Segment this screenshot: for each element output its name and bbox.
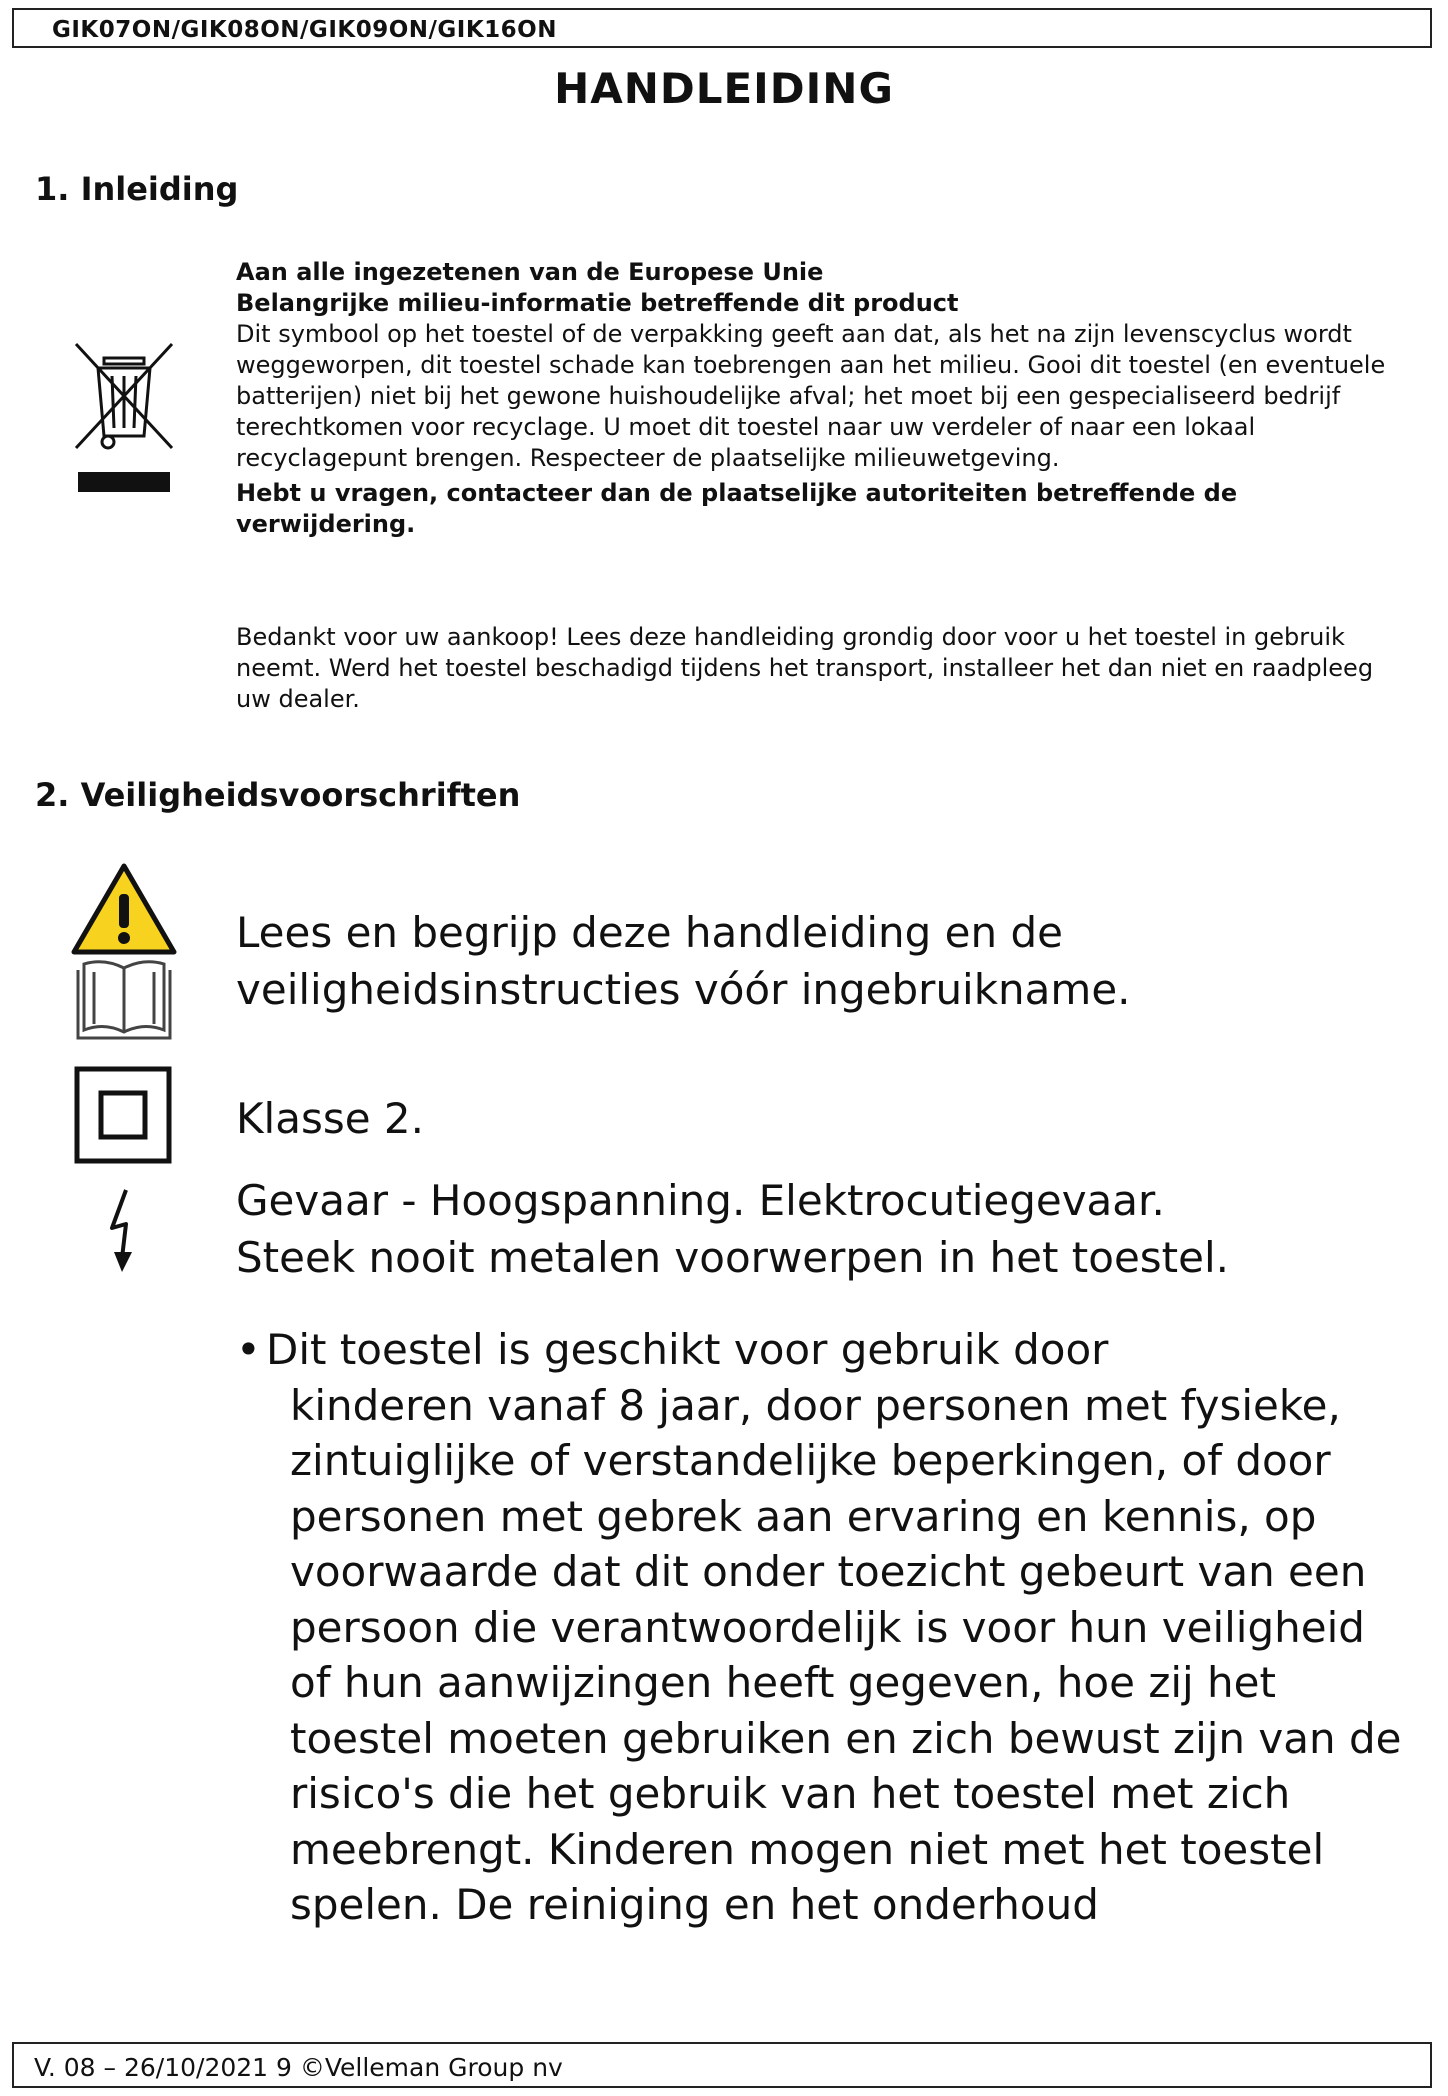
class-2-text: Klasse 2. xyxy=(236,1094,424,1143)
weee-body-text: Dit symbool op het toestel of de verpakking geeft aan dat, als het na zijn levenscyclus wordt weggeworpen, dit toestel schade kan toebrengen aan het milieu. Gooi dit toestel (en eventuele batterijen) niet bij het gewone huishoudelijke afval; het moet bij een gespecialiseerd bedrijf terechtkomen voor recyclage. U moet dit toestel naar uw verdeler of naar een lokaal recyclagepunt brengen. Respecteer de plaatselijke milieuwetgeving. xyxy=(236,320,1386,472)
document-title: HANDLEIDING xyxy=(554,64,894,113)
section-heading-veiligheid: 2. Veiligheidsvoorschriften xyxy=(35,776,521,814)
thanks-text: Bedankt voor uw aankoop! Lees deze handleiding grondig door voor u het toestel in gebruik neemt. Werd het toestel beschadigd tijdens het transport, installeer het dan niet en raadpleeg uw dealer. xyxy=(236,623,1374,713)
high-voltage-icon xyxy=(104,1188,144,1274)
read-manual-text: Lees en begrijp deze handleiding en de veiligheidsinstructies vóór ingebruikname. xyxy=(236,908,1131,1014)
voltage-line-1: Gevaar - Hoogspanning. Elektrocutiegevaar. xyxy=(236,1176,1165,1225)
page-footer xyxy=(12,2042,1432,2088)
weee-notice xyxy=(236,257,1396,540)
section-heading-inleiding: 1. Inleiding xyxy=(35,170,239,208)
voltage-line-2: Steek nooit metalen voorwerpen in het toestel. xyxy=(236,1233,1229,1282)
warning-manual-icon xyxy=(68,860,180,1042)
bullet-continuation: kinderen vanaf 8 jaar, door personen met fysieke, zintuiglijke of verstandelijke beperkingen, of door personen met gebrek aan ervaring en kennis, op voorwaarde dat dit onder toezicht gebeurt van een persoon die verantwoordelijk is voor hun veiligheid of hun aanwijzingen heeft gegeven, hoe zij het toestel moeten gebruiken en zich bewust zijn van de risico's die het gebruik van het toestel met zich meebrengt. Kinderen mogen niet met het toestel spelen. De reiniging en het onderhoud xyxy=(290,1380,1402,1929)
weee-questions-text: Hebt u vragen, contacteer dan de plaatselijke autoriteiten betreffende de verwijdering. xyxy=(236,479,1238,538)
weee-title-eu: Aan alle ingezetenen van de Europese Unie xyxy=(236,258,824,286)
weee-title-environment: Belangrijke milieu-informatie betreffende dit product xyxy=(236,289,959,317)
bullet-item xyxy=(236,1322,1416,1933)
voltage-warning xyxy=(236,1172,1229,1286)
bullet-dot: • xyxy=(236,1325,261,1374)
class-2-double-insulation-icon xyxy=(74,1066,172,1164)
page-header xyxy=(12,8,1432,48)
bullet-first-line: Dit toestel is geschikt voor gebruik door xyxy=(266,1325,1109,1374)
model-numbers: GIK07ON/GIK08ON/GIK09ON/GIK16ON xyxy=(52,17,557,43)
weee-crossed-bin-icon xyxy=(68,340,180,500)
footer-text: V. 08 – 26/10/2021 9 ©Velleman Group nv xyxy=(34,2053,563,2082)
